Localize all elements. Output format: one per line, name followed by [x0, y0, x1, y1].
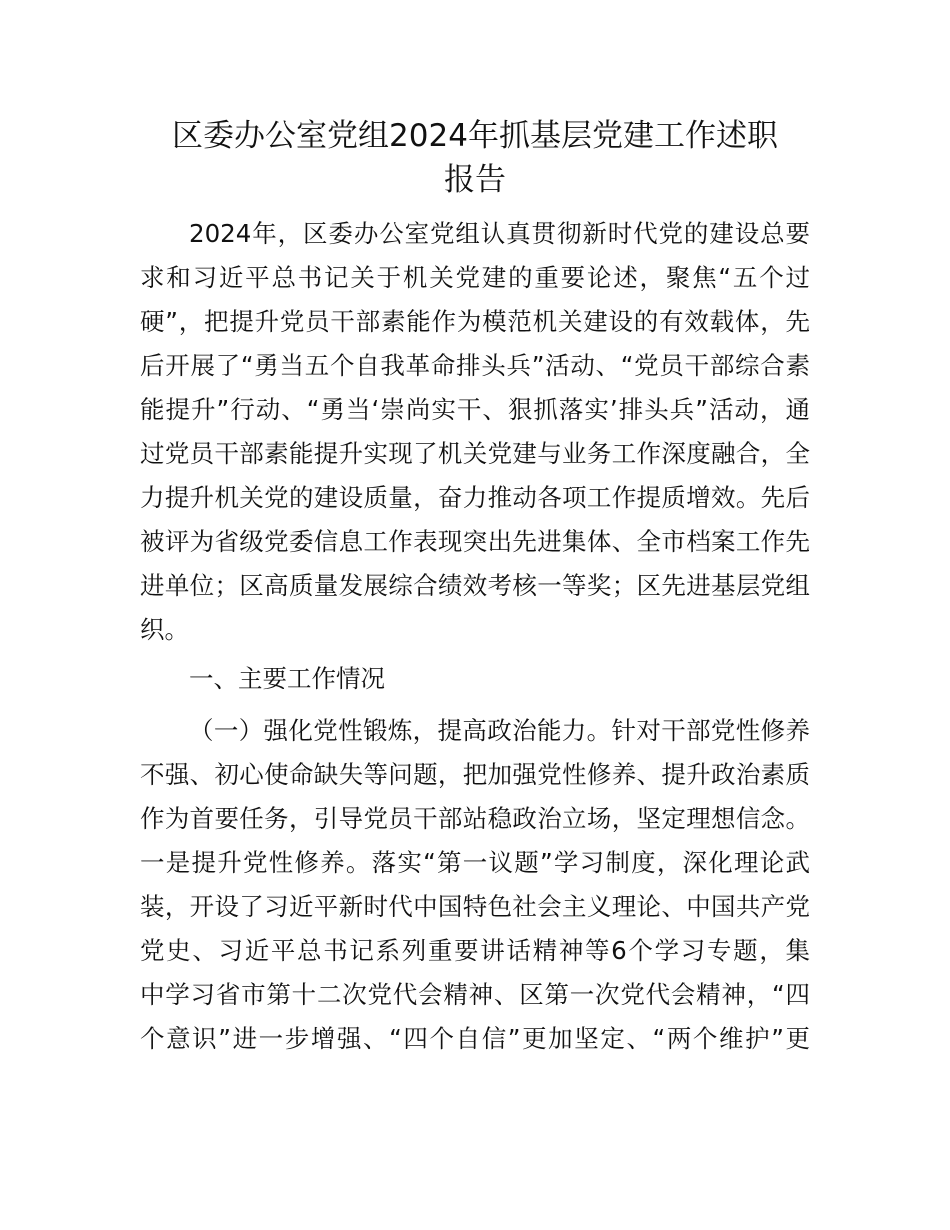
paragraph-line: 织。: [140, 615, 189, 644]
paragraph-line: 硬”，把提升党员干部素能作为模范机关建设的有效载体，先: [140, 307, 810, 336]
paragraph-line: （一）强化党性锻炼，提高政治能力。针对干部党性修养: [189, 716, 810, 745]
paragraph-line: 装，开设了习近平新时代中国特色社会主义理论、中国共产党: [140, 892, 810, 921]
paragraph-line: 进单位；区高质量发展综合绩效考核一等奖；区先进基层党组: [140, 571, 810, 600]
paragraph-line: 党史、习近平总书记系列重要讲话精神等6个学习专题，集: [140, 936, 810, 965]
document-title-line-2: 报告: [444, 162, 506, 198]
paragraph-line: 作为首要任务，引导党员干部站稳政治立场，坚定理想信念。: [140, 804, 810, 833]
document-title-line-1: 区委办公室党组2024年抓基层党建工作述职: [172, 118, 778, 154]
section-heading: 一、主要工作情况: [189, 664, 385, 693]
paragraph-line: 2024年，区委办公室党组认真贯彻新时代党的建设总要: [189, 219, 810, 248]
paragraph-line: 力提升机关党的建设质量，奋力推动各项工作提质增效。先后: [140, 483, 810, 512]
paragraph-line: 能提升”行动、“勇当‘崇尚实干、狠抓落实’排头兵”活动，通: [140, 395, 810, 424]
paragraph-line: 一是提升党性修养。落实“第一议题”学习制度，深化理论武: [140, 848, 810, 877]
paragraph-line: 过党员干部素能提升实现了机关党建与业务工作深度融合，全: [140, 439, 810, 468]
paragraph-line: 求和习近平总书记关于机关党建的重要论述，聚焦“五个过: [140, 263, 810, 292]
paragraph-line: 后开展了“勇当五个自我革命排头兵”活动、“党员干部综合素: [140, 351, 810, 380]
paragraph-line: 中学习省市第十二次党代会精神、区第一次党代会精神，“四: [140, 980, 810, 1009]
paragraph-line: 个意识”进一步增强、“四个自信”更加坚定、“两个维护”更: [140, 1024, 810, 1053]
paragraph-line: 被评为省级党委信息工作表现突出先进集体、全市档案工作先: [140, 527, 810, 556]
paragraph-line: 不强、初心使命缺失等问题，把加强党性修养、提升政治素质: [140, 760, 810, 789]
